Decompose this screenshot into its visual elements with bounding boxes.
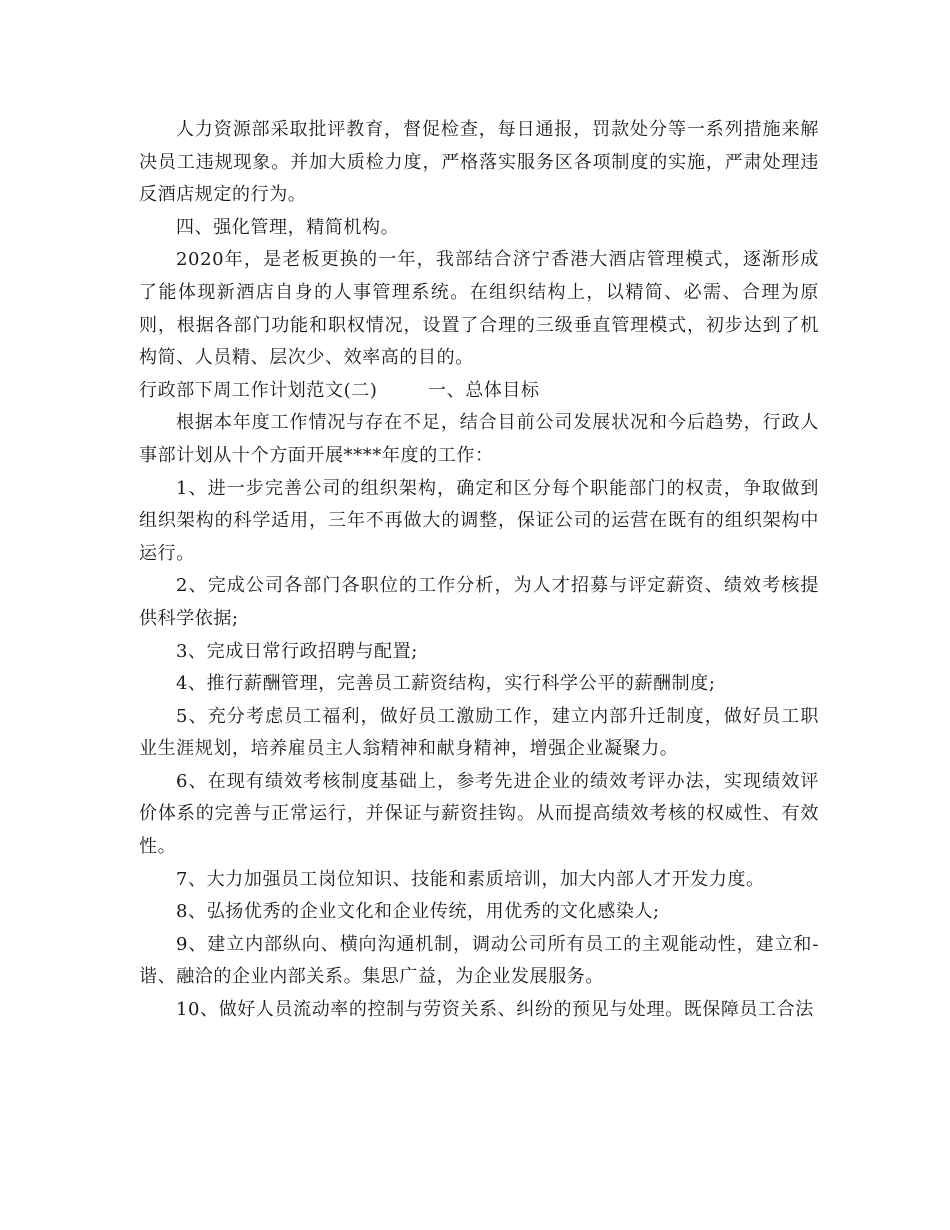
list-item: 4、推行薪酬管理，完善员工薪资结构，实行科学公平的薪酬制度; [176,673,716,695]
list-item: 7、大力加强员工岗位知识、技能和素质培训，加大内部人才开发力度。 [176,868,765,890]
paragraph: 2020年，是老板更换的一年，我部结合济宁香港大酒店管理模式，逐渐形成了能体现新酒店自身的人事管理系统。在组织结构上，以精简、必需、合理为原则，根据各部门功能和职权情况，设置了合理的三级垂直管理模式，初步达到了机构简、人员精、层次少、效率高的目的。 [139,249,819,369]
intro-paragraph: 根据本年度工作情况与存在不足，结合目前公司发展状况和今后趋势，行政人事部计划从十个方面开展****年度的工作： [139,412,819,466]
list-item: 1、进一步完善公司的组织架构，确定和区分每个职能部门的权责，争取做到组织架构的科学适用，三年不再做大的调整，保证公司的运营在既有的组织架构中运行。 [139,477,819,564]
section-title: 行政部下周工作计划范文(二) [139,379,378,401]
section-title-line [139,375,819,408]
paragraph: 人力资源部采取批评教育，督促检查，每日通报，罚款处分等一系列措施来解决员工违规现象。并加大质检力度，严格落实服务区各项制度的实施，严肃处理违反酒店规定的行为。 [139,119,819,206]
list-item: 3、完成日常行政招聘与配置; [176,640,418,662]
section-subtitle: 一、总体目标 [428,379,540,401]
document-body [139,114,819,1027]
list-item: 5、充分考虑员工福利，做好员工激励工作，建立内部升迁制度，做好员工职业生涯规划，培养雇员主人翁精神和献身精神，增强企业凝聚力。 [139,705,819,760]
list-item: 9、建立内部纵向、横向沟通机制，调动公司所有员工的主观能动性，建立和-谐、融洽的企业内部关系。集思广益，为企业发展服务。 [139,933,819,988]
title-gap [377,380,428,401]
list-item: 10、做好人员流动率的控制与劳资关系、纠纷的预见与处理。既保障员工合法 [176,999,814,1021]
section-heading: 四、强化管理，精简机构。 [176,216,400,238]
list-item: 2、完成公司各部门各职位的工作分析，为人才招募与评定薪资、绩效考核提供科学依据; [139,575,819,629]
list-item: 6、在现有绩效考核制度基础上，参考先进企业的绩效考评办法，实现绩效评价体系的完善与正常运行，并保证与薪资挂钩。从而提高绩效考核的权威性、有效性。 [139,770,819,858]
list-item: 8、弘扬优秀的企业文化和企业传统，用优秀的文化感染人; [176,901,660,923]
